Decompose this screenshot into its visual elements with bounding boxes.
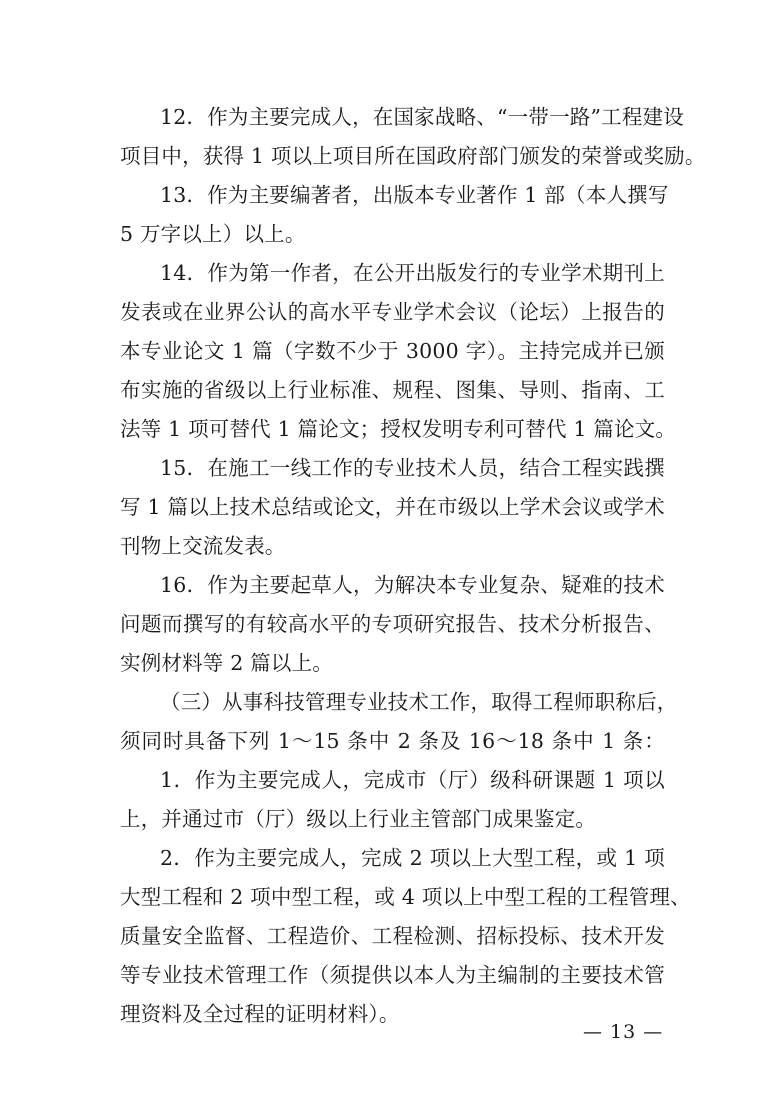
text-line: 本专业论文 1 篇（字数不少于 3000 字）。主持完成并已颁 — [120, 339, 665, 363]
text-line: 12．作为主要完成人，在国家战略、“一带一路”工程建设 — [160, 105, 684, 129]
text-line: 实例材料等 2 篇以上。 — [120, 651, 333, 675]
text-line: 等专业技术管理工作（须提供以本人为主编制的主要技术管 — [120, 963, 665, 987]
text-line: 14．作为第一作者，在公开出版发行的专业学术期刊上 — [160, 261, 665, 285]
text-line: 5 万字以上）以上。 — [120, 222, 306, 246]
text-line: 写 1 篇以上技术总结或论文，并在市级以上学术会议或学术 — [120, 495, 665, 519]
text-line: 2．作为主要完成人，完成 2 项以上大型工程，或 1 项 — [160, 846, 665, 870]
text-line: 项目中，获得 1 项以上项目所在国政府部门颁发的荣誉或奖励。 — [120, 144, 706, 168]
text-line: 须同时具备下列 1～15 条中 2 条及 16～18 条中 1 条： — [120, 729, 665, 753]
text-line: 13．作为主要编著者，出版本专业著作 1 部（本人撰写 — [160, 183, 669, 207]
text-line: 16．作为主要起草人，为解决本专业复杂、疑难的技术 — [160, 573, 665, 597]
text-line: 质量安全监督、工程造价、工程检测、招标投标、技术开发 — [120, 924, 665, 948]
text-line: 问题而撰写的有较高水平的专项研究报告、技术分析报告、 — [120, 612, 665, 636]
text-line: 布实施的省级以上行业标准、规程、图集、导则、指南、工 — [120, 378, 665, 402]
text-line: 理资料及全过程的证明材料）。 — [120, 1002, 400, 1026]
text-line: 大型工程和 2 项中型工程，或 4 项以上中型工程的工程管理、 — [120, 885, 691, 909]
text-line: 上，并通过市（厅）级以上行业主管部门成果鉴定。 — [120, 807, 597, 831]
page-number: — 13 — — [583, 1021, 664, 1043]
text-line: 刊物上交流发表。 — [120, 534, 286, 558]
text-line: 法等 1 项可替代 1 篇论文；授权发明专利可替代 1 篇论文。 — [120, 417, 677, 441]
text-line: 15．在施工一线工作的专业技术人员，结合工程实践撰 — [160, 456, 665, 480]
text-line: （三）从事科技管理专业技术工作，取得工程师职称后， — [160, 690, 678, 714]
text-line: 1．作为主要完成人，完成市（厅）级科研课题 1 项以 — [160, 768, 665, 792]
text-line: 发表或在业界公认的高水平专业学术会议（论坛）上报告的 — [120, 300, 665, 324]
